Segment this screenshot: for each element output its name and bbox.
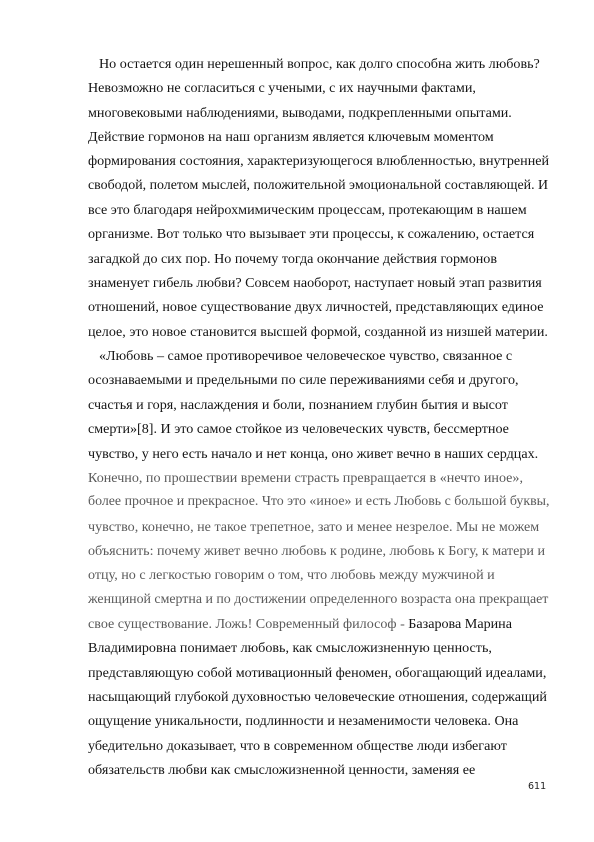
text-line-content: Владимировна понимает любовь, как смысложизненную ценность, xyxy=(88,640,492,657)
text-line xyxy=(88,368,550,392)
text-line-content: Действие гормонов на наш организм является ключевым моментом xyxy=(88,129,494,146)
text-line xyxy=(88,320,550,344)
text-line-continuation: Базарова Марина xyxy=(408,615,512,632)
text-line xyxy=(88,271,550,295)
text-line-content: отцу, но с легкостью говорим о том, что любовь между мужчиной и xyxy=(88,567,495,584)
text-line-content: чувство, у него есть начало и нет конца, оно живет вечно в наших сердцах. xyxy=(88,445,539,462)
text-line-content: Конечно, по прошествии времени страсть превращается в «нечто иное», xyxy=(88,469,523,486)
text-line xyxy=(88,417,550,441)
text-line xyxy=(88,52,550,76)
text-line-content: организме. Вот только что вызывает эти процессы, к сожалению, остается xyxy=(88,226,535,243)
text-line xyxy=(88,563,550,587)
text-line xyxy=(88,515,550,539)
text-line xyxy=(88,490,550,514)
text-line-content: объяснить: почему живет вечно любовь к родине, любовь к Богу, к матери и xyxy=(88,542,546,559)
text-line-content: свободой, полетом мыслей, положительной эмоциональной составляющей. И xyxy=(88,177,549,193)
text-line xyxy=(88,76,550,100)
text-line xyxy=(88,222,550,246)
text-line xyxy=(88,734,550,758)
text-line xyxy=(88,588,550,612)
text-line-content: свое существование. Ложь! Современный философ - xyxy=(88,615,409,632)
text-line xyxy=(88,198,550,222)
text-line xyxy=(88,344,550,368)
text-line-content: многовековыми наблюдениями, выводами, подкрепленными опытами. xyxy=(88,104,512,121)
text-line xyxy=(88,758,550,782)
text-line-content: ощущение уникальности, подлинности и незаменимости человека. Она xyxy=(88,713,519,730)
text-line xyxy=(88,295,550,319)
text-line xyxy=(88,709,550,733)
text-line xyxy=(88,247,550,271)
text-line-content: представляющую собой мотивационный феномен, обогащающий идеалами, xyxy=(88,664,547,681)
text-line-content: все это благодаря нейрохмимическим процессам, протекающим в нашем xyxy=(88,202,527,219)
text-line-content: убедительно доказывает, что в современном обществе люди избегают xyxy=(88,737,507,754)
text-line-content: «Любовь – самое противоречивое человеческое чувство, связанное с xyxy=(99,348,513,365)
text-line-content: чувство, конечно, не такое трепетное, зато и менее незрелое. Мы не можем xyxy=(88,518,540,535)
text-line xyxy=(88,174,550,198)
text-line-content: целое, это новое становится высшей формой, созданной из низшей материи. xyxy=(88,323,548,340)
text-line xyxy=(88,539,550,563)
text-line xyxy=(88,149,550,173)
text-line xyxy=(88,661,550,685)
text-line xyxy=(88,636,550,660)
text-line-content: знаменует гибель любви? Совсем наоборот, наступает новый этап развития xyxy=(88,275,542,292)
text-line xyxy=(88,393,550,417)
text-line-content: более прочное и прекрасное. Что это «иное» и есть Любовь с большой буквы, xyxy=(88,494,550,510)
text-line-content: загадкой до сих пор. Но почему тогда окончание действия гормонов xyxy=(88,250,497,267)
text-line-content: смерти»[8]. И это самое стойкое из человеческих чувств, бессмертное xyxy=(88,421,509,438)
text-line xyxy=(88,101,550,125)
text-line xyxy=(88,685,550,709)
body-text xyxy=(88,52,550,782)
text-line-content: Невозможно не согласиться с учеными, с их научными фактами, xyxy=(88,80,476,97)
text-line xyxy=(88,125,550,149)
text-line-content: отношений, новое существование двух личностей, представляющих единое xyxy=(88,299,544,316)
page-number: 611 xyxy=(528,781,547,792)
text-line-content: обязательств любви как смысложизненной ценности, заменяя ее xyxy=(88,761,476,778)
text-line xyxy=(88,466,550,490)
text-line xyxy=(88,442,550,466)
text-line-content: осознаваемыми и предельными по силе переживаниями себя и другого, xyxy=(88,372,519,389)
text-line-content: счастья и горя, наслаждения и боли, познанием глубин бытия и высот xyxy=(88,396,508,413)
text-line-content: женщиной смертна и по достижении определенного возраста она прекращает xyxy=(88,591,549,607)
text-line-content: формирования состояния, характеризующегося влюбленностью, внутренней xyxy=(88,153,550,170)
text-line-content: насыщающий глубокой духовностью человеческие отношения, содержащий xyxy=(88,688,547,705)
text-line xyxy=(88,612,550,636)
text-line-content: Но остается один нерешенный вопрос, как долго способна жить любовь? xyxy=(99,56,540,72)
